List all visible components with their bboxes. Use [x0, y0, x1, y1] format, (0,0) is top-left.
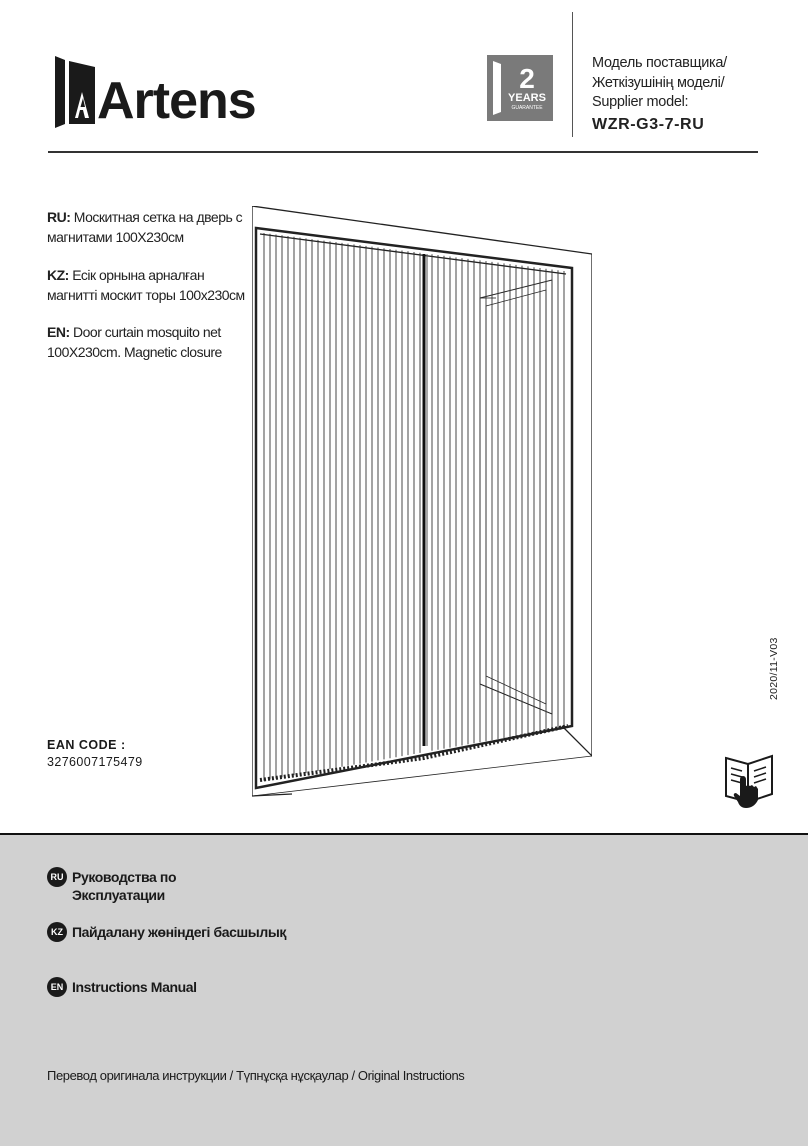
description-kz-code: KZ: — [47, 267, 69, 283]
ean-label: EAN CODE : — [47, 738, 126, 752]
supplier-label-en: Supplier model: — [592, 94, 689, 110]
guarantee-years: YEARS — [508, 92, 546, 104]
date-code: 2020/11-V03 — [768, 637, 780, 700]
supplier-label-ru: Модель поставщика/ — [592, 55, 727, 71]
guarantee-sub: GUARANTEE — [511, 105, 543, 111]
brand-name: Artens — [97, 72, 256, 130]
description-en-text: Door curtain mosquito net 100X230cm. Magnetic closure — [47, 324, 222, 360]
manual-title-en — [47, 978, 197, 997]
description-ru-code: RU: — [47, 209, 71, 225]
read-manual-icon — [722, 750, 776, 810]
lang-badge-kz: KZ — [47, 922, 67, 942]
guarantee-badge-icon — [487, 55, 553, 121]
guarantee-number: 2 — [519, 63, 535, 94]
manual-title-kz — [47, 923, 286, 942]
artens-logo-icon — [55, 56, 95, 128]
description-kz-text: Есік орнына арналған магнитті москит торы 100x230см — [47, 267, 245, 303]
supplier-label-kz: Жеткізушінің моделі/ — [592, 74, 725, 91]
bottom-band-border — [0, 833, 808, 835]
header-divider — [48, 151, 758, 153]
header-separator — [572, 12, 573, 137]
description-en-code: EN: — [47, 324, 70, 340]
door-net-illustration — [252, 206, 592, 826]
manual-title-ru-text: Руководства по Эксплуатации — [72, 869, 177, 903]
manual-title-kz-text: Пайдалану жөніндегі басшылық — [72, 924, 287, 940]
original-instructions-note: Перевод оригинала инструкции / Түпнұсқа нұсқаулар / Original Instructions — [47, 1068, 465, 1083]
manual-title-ru — [47, 868, 212, 904]
description-ru-text: Москитная сетка на дверь с магнитами 100X230см — [47, 209, 243, 245]
supplier-model-number: WZR-G3-7-RU — [592, 115, 705, 133]
description-en — [47, 322, 247, 362]
description-ru — [47, 207, 247, 247]
supplier-model-block — [592, 54, 727, 134]
artens-logo — [53, 52, 298, 132]
lang-badge-ru: RU — [47, 867, 67, 887]
manual-title-en-text: Instructions Manual — [72, 979, 197, 995]
description-kz — [47, 265, 247, 305]
ean-code: 3276007175479 — [47, 755, 143, 769]
lang-badge-en: EN — [47, 977, 67, 997]
